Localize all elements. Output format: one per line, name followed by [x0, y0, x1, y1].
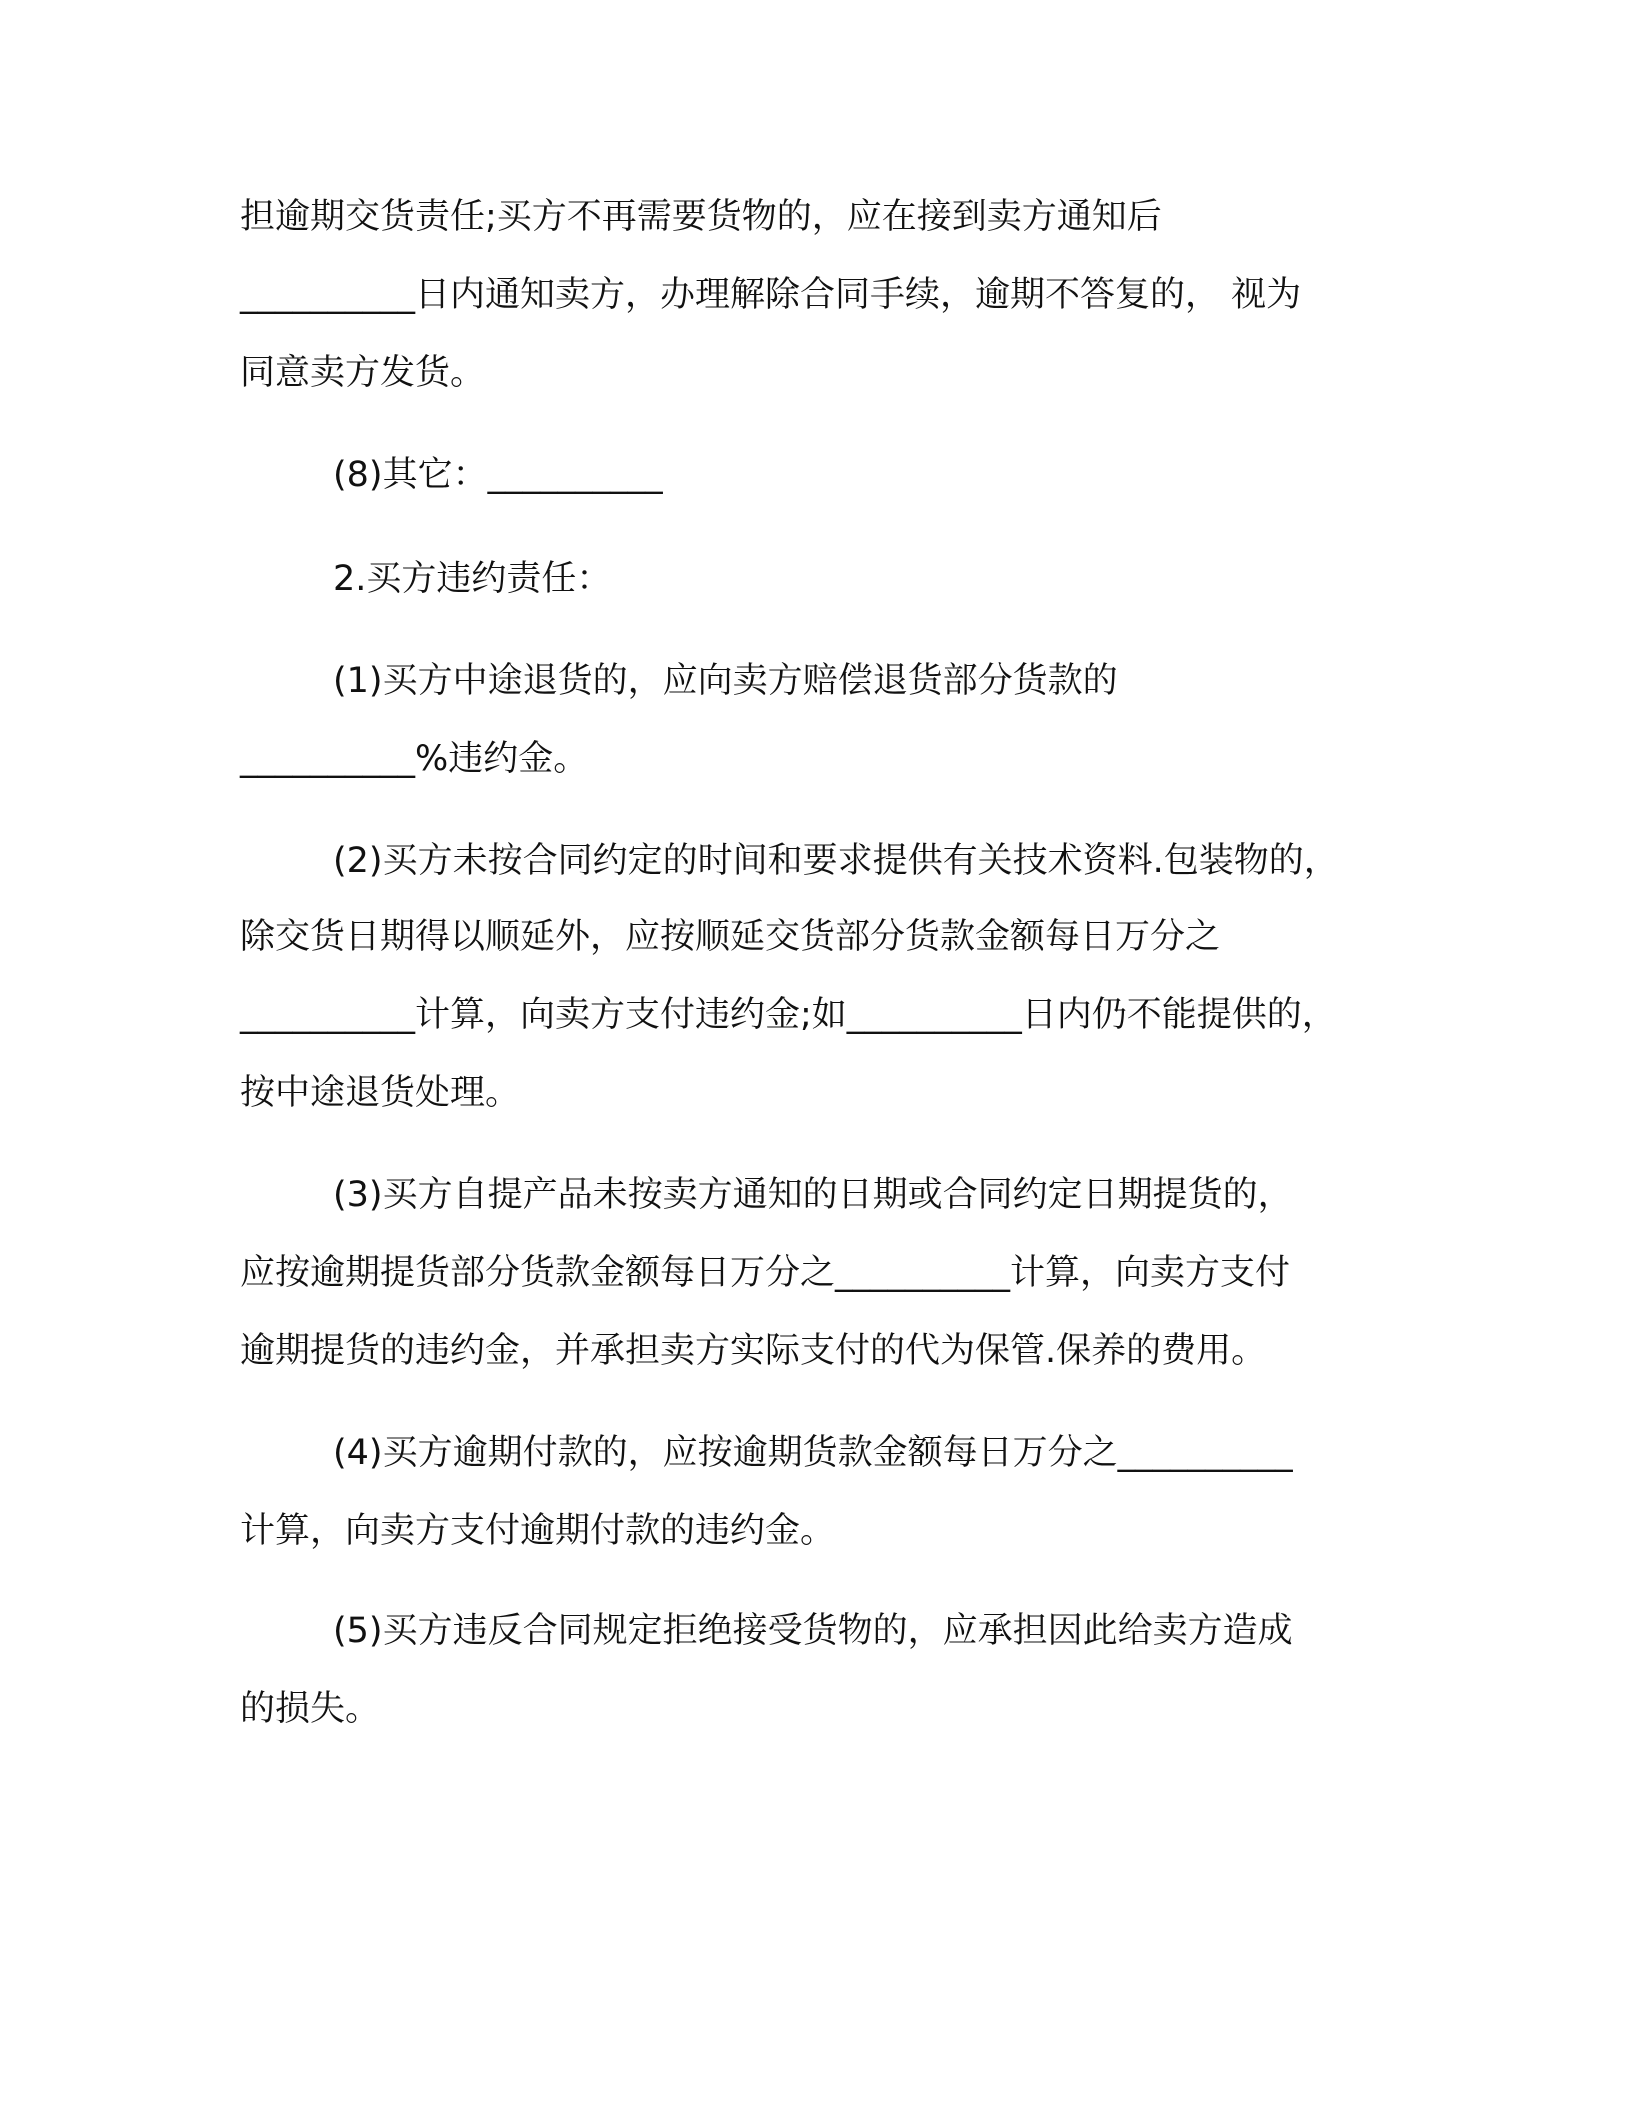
text-line: __________日内通知卖方，办理解除合同手续，逾期不答复的， 视为 — [240, 275, 1302, 315]
text-line: __________%违约金。 — [240, 739, 589, 779]
text-line: 担逾期交货责任;买方不再需要货物的，应在接到卖方通知后 — [240, 197, 1162, 237]
clause-8-other: (8)其它：__________ — [333, 455, 663, 495]
section-heading-buyer-liability: 2.买方违约责任： — [333, 559, 612, 599]
clause-4-line: (4)买方逾期付款的，应按逾期货款金额每日万分之__________ — [333, 1433, 1293, 1473]
text-line: 的损失。 — [240, 1689, 381, 1729]
text-line: 计算，向卖方支付逾期付款的违约金。 — [240, 1511, 836, 1551]
text-line: __________计算，向卖方支付违约金;如__________日内仍不能提供的， — [240, 995, 1337, 1035]
clause-5-line: (5)买方违反合同规定拒绝接受货物的，应承担因此给卖方造成 — [333, 1611, 1293, 1651]
text-line: 同意卖方发货。 — [240, 353, 486, 393]
text-line: 逾期提货的违约金，并承担卖方实际支付的代为保管.保养的费用。 — [240, 1331, 1267, 1371]
clause-1-line: (1)买方中途退货的，应向卖方赔偿退货部分货款的 — [333, 661, 1118, 701]
clause-3-line: (3)买方自提产品未按卖方通知的日期或合同约定日期提货的， — [333, 1175, 1293, 1215]
text-line: 除交货日期得以顺延外，应按顺延交货部分货款金额每日万分之 — [240, 917, 1221, 957]
text-line: 按中途退货处理。 — [240, 1073, 521, 1113]
clause-2-line: (2)买方未按合同约定的时间和要求提供有关技术资料.包装物的， — [333, 841, 1339, 881]
text-line: 应按逾期提货部分货款金额每日万分之__________计算，向卖方支付 — [240, 1253, 1291, 1293]
